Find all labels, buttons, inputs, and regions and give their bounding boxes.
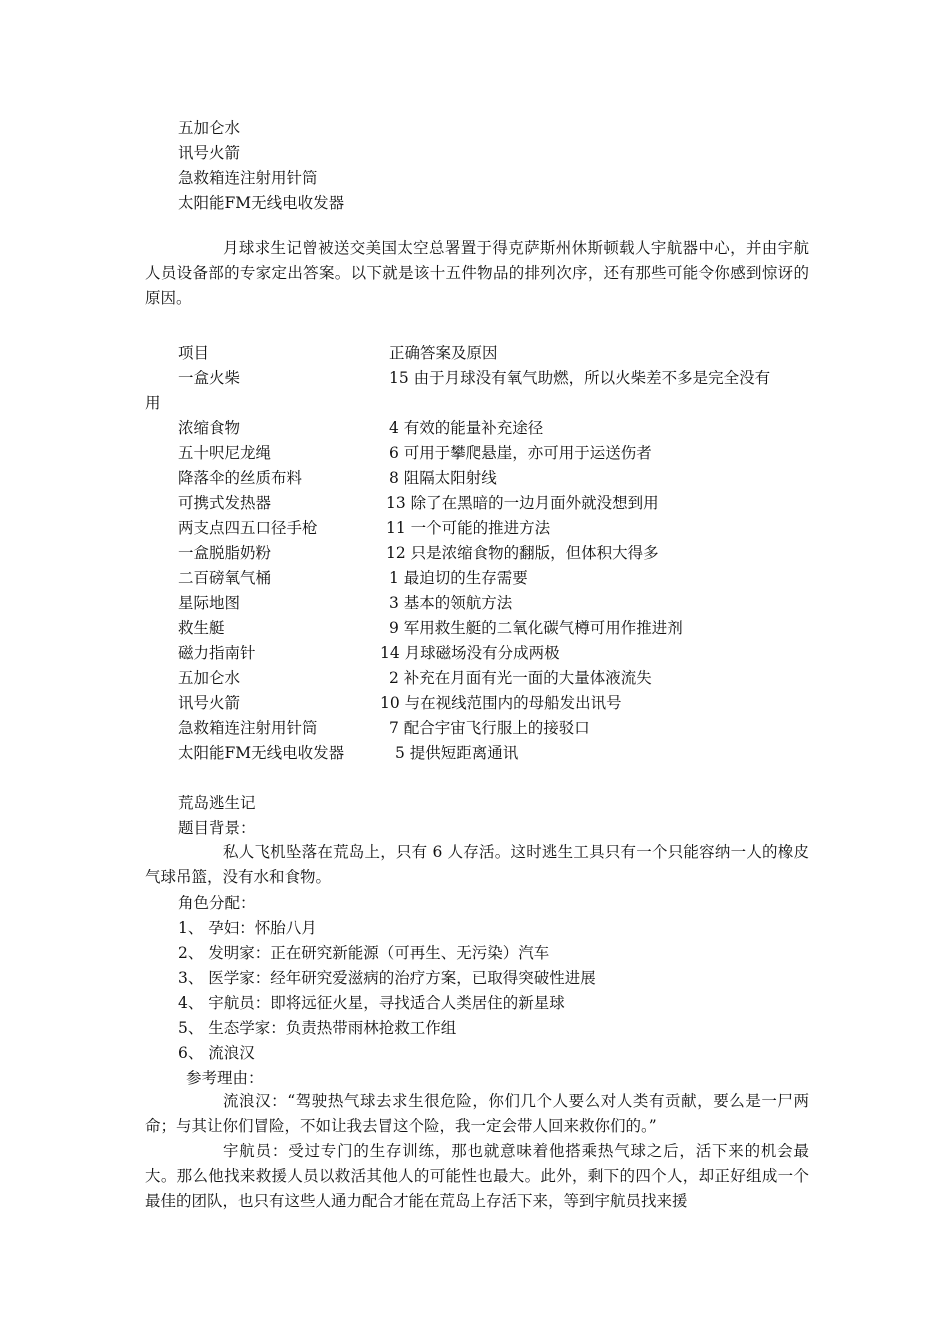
table-row-answer: 10 与在视线范围内的母船发出讯号 <box>380 694 622 712</box>
table-row-answer: 12 只是浓缩食物的翻版，但体积大得多 <box>386 544 659 562</box>
reasons-label: 参考理由： <box>186 1069 264 1087</box>
table-row-answer: 7 配合宇宙飞行服上的接驳口 <box>389 719 590 737</box>
top-list-item: 急救箱连注射用针筒 <box>178 169 318 187</box>
moon-intro-paragraph <box>145 236 809 311</box>
table-row-item: 太阳能FM无线电收发器 <box>178 744 345 762</box>
top-list-item: 讯号火箭 <box>178 144 241 162</box>
table-row-answer: 15 由于月球没有氧气助燃，所以火柴差不多是完全没有 <box>389 369 771 387</box>
table-row-item: 浓缩食物 <box>178 419 241 437</box>
table-row-item: 二百磅氧气桶 <box>178 569 272 587</box>
table-row-item: 一盒脱脂奶粉 <box>178 544 272 562</box>
table-row-item: 五加仑水 <box>178 669 241 687</box>
role-item: 6、 流浪汉 <box>178 1044 255 1062</box>
reason-tramp-text: 流浪汉：“驾驶热气球去求生很危险，你们几个人要么对人类有贡献，要么是一尸两命；与其让你们冒险，不如让我去冒这个险，我一定会带人回来救你们的。” <box>145 1092 809 1135</box>
table-row-item: 两支点四五口径手枪 <box>178 519 318 537</box>
table-row-item: 星际地图 <box>178 594 241 612</box>
table-row-answer: 13 除了在黑暗的一边月面外就没想到用 <box>386 494 659 512</box>
table-row-answer: 4 有效的能量补充途径 <box>389 419 544 437</box>
moon-intro-text: 月球求生记曾被送交美国太空总署置于得克萨斯州休斯顿载人宇航器中心，并由宇航人员设备部的专家定出答案。以下就是该十五件物品的排列次序，还有那些可能令你感到惊讶的原因。 <box>145 239 809 307</box>
table-row-item: 可携式发热器 <box>178 494 272 512</box>
table-row-answer-wrap: 用 <box>145 394 161 412</box>
table-row-answer: 8 阻隔太阳射线 <box>389 469 497 487</box>
background-paragraph <box>145 840 809 890</box>
table-row-answer: 2 补充在月面有光一面的大量体液流失 <box>389 669 652 687</box>
table-row-answer: 9 军用救生艇的二氧化碳气樽可用作推进剂 <box>389 619 683 637</box>
table-row-item: 急救箱连注射用针筒 <box>178 719 318 737</box>
table-row-answer: 14 月球磁场没有分成两极 <box>380 644 560 662</box>
table-header-item: 项目 <box>178 344 210 362</box>
role-item: 4、 宇航员：即将远征火星，寻找适合人类居住的新星球 <box>178 994 565 1012</box>
table-row-answer: 1 最迫切的生存需要 <box>389 569 528 587</box>
reason-tramp-paragraph <box>145 1089 809 1139</box>
table-row-item: 救生艇 <box>178 619 225 637</box>
table-header-answer: 正确答案及原因 <box>389 344 498 362</box>
table-row-item: 一盒火柴 <box>178 369 241 387</box>
roles-label: 角色分配： <box>178 894 256 912</box>
table-row-item: 五十呎尼龙绳 <box>178 444 272 462</box>
role-item: 3、 医学家：经年研究爱滋病的治疗方案，已取得突破性进展 <box>178 969 596 987</box>
role-item: 2、 发明家：正在研究新能源（可再生、无污染）汽车 <box>178 944 550 962</box>
reason-astronaut-paragraph <box>145 1139 809 1214</box>
section-title: 荒岛逃生记 <box>178 794 256 812</box>
top-list-item: 太阳能FM无线电收发器 <box>178 194 345 212</box>
background-text: 私人飞机坠落在荒岛上，只有 6 人存活。这时逃生工具只有一个只能容纳一人的橡皮气球吊篮，没有水和食物。 <box>145 843 809 886</box>
table-row-answer: 3 基本的领航方法 <box>389 594 513 612</box>
top-list-item: 五加仑水 <box>178 119 241 137</box>
role-item: 1、 孕妇：怀胎八月 <box>178 919 317 937</box>
table-row-answer: 6 可用于攀爬悬崖，亦可用于运送伤者 <box>389 444 652 462</box>
reason-astronaut-text: 宇航员：受过专门的生存训练，那也就意味着他搭乘热气球之后，活下来的机会最大。那么他找来救援人员以救活其他人的可能性也最大。此外，剩下的四个人，却正好组成一个最佳的团队，也只有这些人通力配合才能在荒岛上存活下来，等到宇航员找来援 <box>145 1142 809 1210</box>
role-item: 5、 生态学家：负责热带雨林抢救工作组 <box>178 1019 457 1037</box>
table-row-item: 讯号火箭 <box>178 694 241 712</box>
background-label: 题目背景： <box>178 819 256 837</box>
table-row-answer: 5 提供短距离通讯 <box>395 744 519 762</box>
table-row-item: 磁力指南针 <box>178 644 256 662</box>
table-row-item: 降落伞的丝质布料 <box>178 469 303 487</box>
table-row-answer: 11 一个可能的推进方法 <box>386 519 551 537</box>
